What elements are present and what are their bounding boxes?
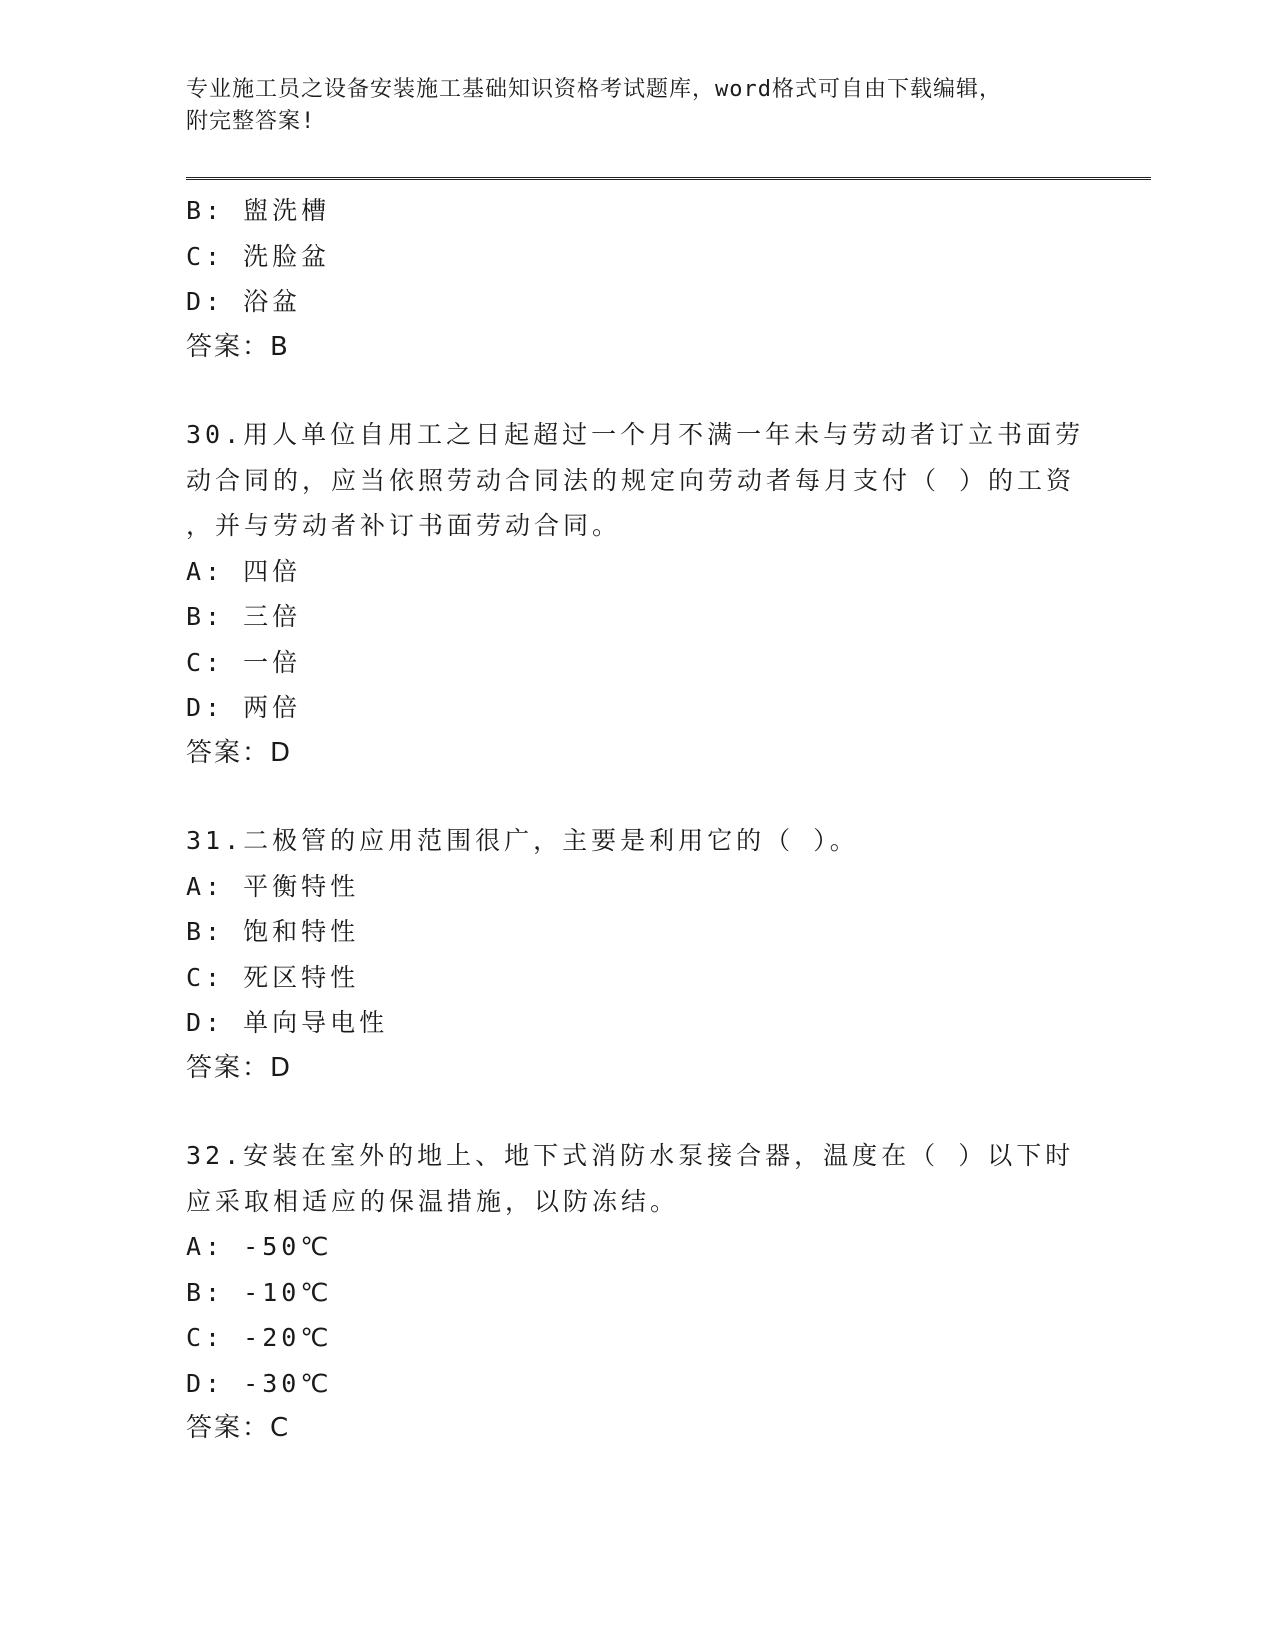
question-block-prev bbox=[186, 188, 1086, 370]
answer: 答案：D bbox=[186, 1052, 293, 1083]
question-stem-line: 32.安装在室外的地上、地下式消防水泵接合器，温度在（ ）以下时 bbox=[186, 1141, 1075, 1170]
option-d: D: 浴盆 bbox=[186, 287, 302, 316]
header-line-1: 专业施工员之设备安装施工基础知识资格考试题库，word格式可自由下载编辑， bbox=[186, 77, 1002, 102]
option-c: C: 一倍 bbox=[186, 647, 302, 677]
option-c: C: 洗脸盆 bbox=[186, 241, 331, 271]
option-c: C: -20℃ bbox=[186, 1323, 333, 1352]
option-a: A: -50℃ bbox=[186, 1232, 333, 1261]
question-stem-line: 应采取相适应的保温措施，以防冻结。 bbox=[186, 1186, 680, 1216]
question-stem-line: 30.用人单位自用工之日起超过一个月不满一年未与劳动者订立书面劳 bbox=[186, 420, 1085, 449]
option-a: A: 四倍 bbox=[186, 556, 302, 586]
option-d: D: -30℃ bbox=[186, 1368, 333, 1398]
question-stem-line: 31.二极管的应用范围很广，主要是利用它的（ ）。 bbox=[186, 826, 859, 855]
option-b: B: 饱和特性 bbox=[186, 917, 360, 946]
question-block-32 bbox=[186, 1133, 1086, 1452]
question-block-30 bbox=[186, 412, 1086, 776]
answer: 答案：B bbox=[186, 331, 290, 362]
answer: 答案：C bbox=[186, 1413, 291, 1443]
question-list bbox=[186, 188, 1086, 1452]
option-b: B: -10℃ bbox=[186, 1277, 333, 1307]
option-d: D: 两倍 bbox=[186, 693, 302, 722]
option-b: B: 三倍 bbox=[186, 602, 302, 631]
option-c: C: 死区特性 bbox=[186, 962, 360, 992]
option-b: B: 盥洗槽 bbox=[186, 196, 331, 225]
document-header bbox=[186, 74, 1086, 138]
question-block-31 bbox=[186, 818, 1086, 1091]
header-divider bbox=[186, 177, 1151, 180]
question-stem-line: 动合同的，应当依照劳动合同法的规定向劳动者每月支付（ ）的工资 bbox=[186, 465, 1076, 495]
option-a: A: 平衡特性 bbox=[186, 871, 360, 901]
question-stem-line: ，并与劳动者补订书面劳动合同。 bbox=[186, 511, 622, 540]
answer: 答案：D bbox=[186, 737, 293, 768]
option-d: D: 单向导电性 bbox=[186, 1008, 389, 1037]
header-line-2: 附完整答案! bbox=[186, 109, 316, 134]
